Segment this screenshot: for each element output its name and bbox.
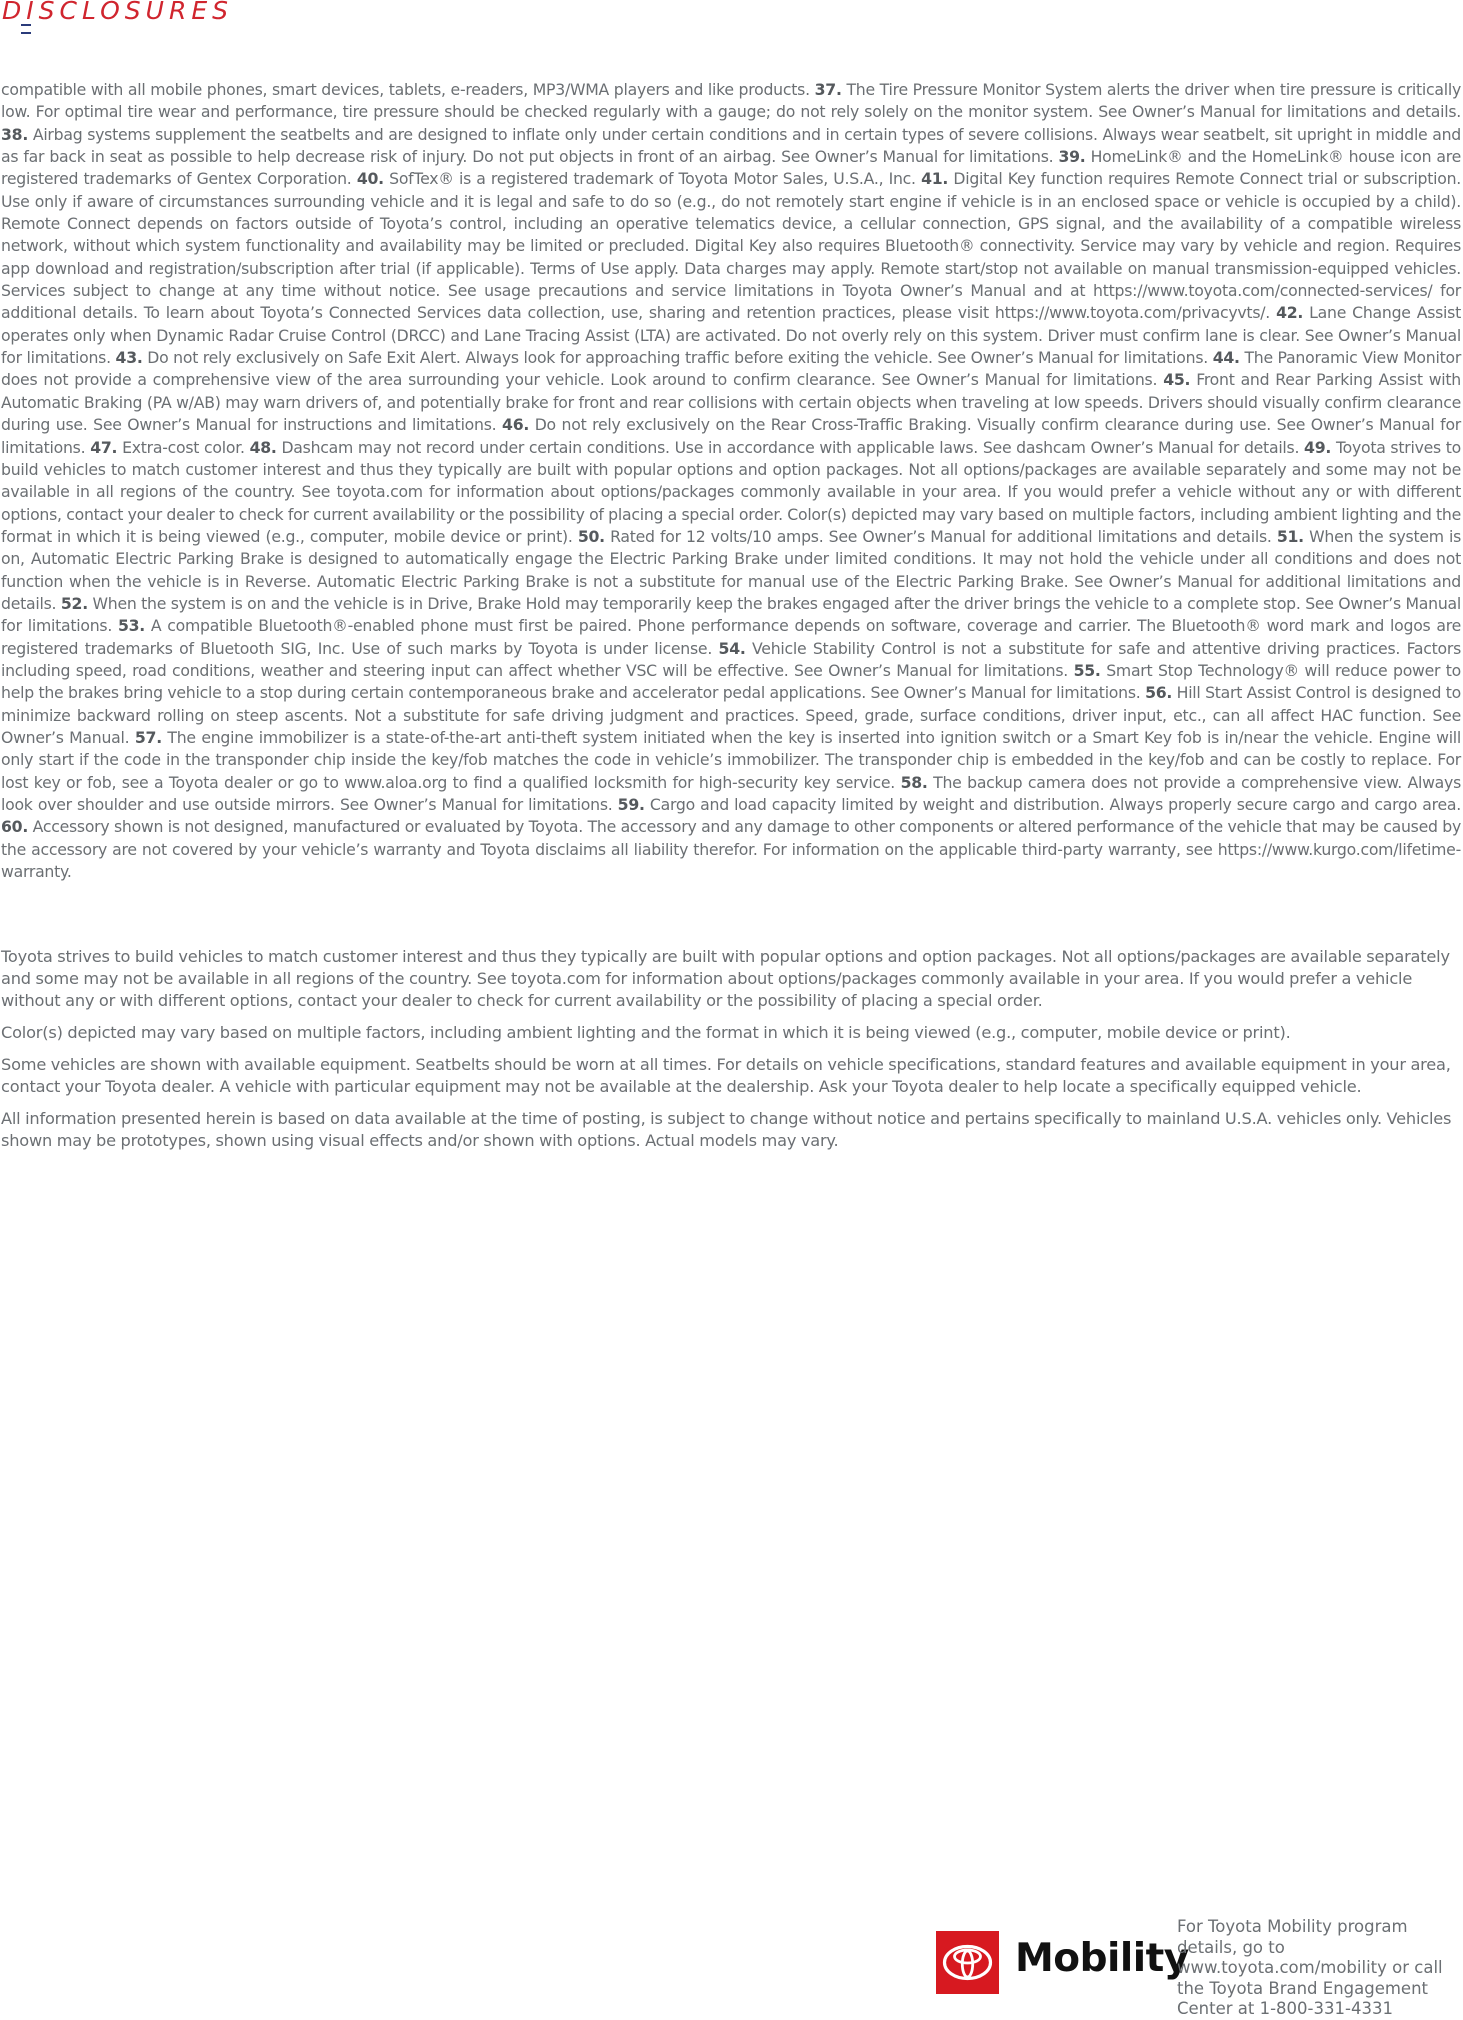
footnote-number: 47. (90, 437, 118, 457)
footnote-number: 48. (249, 437, 277, 457)
footnote-text: Rated for 12 volts/10 amps. See Owner’s Manual for additional limitations and details. (610, 526, 1272, 546)
footnote-text: Extra-cost color. (122, 437, 245, 457)
footnote-number: 51. (1276, 526, 1304, 546)
footnote-number: 56. (1145, 683, 1173, 703)
general-note: Some vehicles are shown with available equipment. Seatbelts should be worn at all times. For details on vehicle specifications, standard features and available equipment in your area, contact your Toyota dealer. A vehicle with particular equipment may not be available at the dealership. Ask your Toyota dealer to help locate a specifically equipped vehicle. (1, 1055, 1451, 1096)
footnote-number: 54. (718, 638, 746, 658)
page-title: DISCLOSURES (2, 0, 233, 25)
footnote-text: SofTex® is a registered trademark of Toyota Motor Sales, U.S.A., Inc. (389, 169, 916, 189)
footnote-text: compatible with all mobile phones, smart devices, tablets, e-readers, MP3/WMA players and like products. (1, 80, 810, 99)
footnote-number: 57. (134, 727, 162, 747)
footnote-text: Smart Stop Technology® will reduce power to help the brakes bring vehicle to a stop during certain contemporaneous brake and accelerator pedal applications. See Owner’s Manual for limitations. (1, 660, 1462, 703)
footnote-number: 40. (356, 169, 384, 189)
footnote-number: 39. (1058, 147, 1086, 167)
footnote-number: 42. (1276, 303, 1304, 323)
footnote-text: Airbag systems supplement the seatbelts and are designed to inflate only under certain conditions and in certain types of severe collisions. Always wear seatbelt, sit upright in middle and as far back in seat as possible to help decrease risk of injury. Do not put objects in front of an airbag. See Owner’s Manual for limitations. (1, 124, 1462, 167)
footnote-text: Toyota strives to build vehicles to match customer interest and thus they typically are built with popular options and option packages. Not all options/packages are available separately and some may not be available in all regions of the country. See toyota.com for information about options/packages commonly available in your area. If you would prefer a vehicle without any or with different options, contact your dealer to check for current availability or the possibility of placing a special order. Color(s) depicted may vary based on multiple factors, including ambient lighting and the format in which it is being viewed (e.g., computer, mobile device or print). (1, 437, 1462, 546)
general-note: Color(s) depicted may vary based on multiple factors, including ambient lighting and the format in which it is being viewed (e.g., computer, mobile device or print). (1, 1022, 1291, 1042)
footnote-number: 38. (1, 124, 29, 144)
footnote-number: 45. (1163, 370, 1191, 390)
footnote-text: Accessory shown is not designed, manufactured or evaluated by Toyota. The accessory and any damage to other components or altered performance of the vehicle that may be caused by the accessory are not covered by your vehicle’s warranty and Toyota disclaims all liability therefor. For information on the applicable third-party warranty, see https://www.kurgo.com/lifetime-warranty. (1, 817, 1461, 882)
footnote-text: When the system is on and the vehicle is in Drive, Brake Hold may temporarily keep the brakes engaged after the driver brings the vehicle to a complete stop. See Owner’s Manual for limitations. (1, 593, 1462, 636)
footnote-number: 53. (117, 616, 146, 636)
disclosure-text (1, 79, 1461, 883)
footnote-number: 58. (900, 772, 928, 792)
footnote-number: 52. (60, 593, 88, 613)
footnote-text: Do not rely exclusively on the Rear Cross-Traffic Braking. Visually confirm clearance during use. See Owner’s Manual for limitations. (1, 415, 1461, 457)
footnote-text: The Tire Pressure Monitor System alerts the driver when tire pressure is critically low. For optimal tire wear and performance, tire pressure should be checked regularly with a gauge; do not rely solely on the monitor system. See Owner’s Manual for limitations and details. (1, 80, 1462, 122)
footnote-text: The Panoramic View Monitor does not provide a comprehensive view of the area surrounding your vehicle. Look around to confirm clearance. See Owner’s Manual for limitations. (1, 348, 1462, 390)
footnote-number: 60. (1, 817, 29, 837)
footnote-text: HomeLink® and the HomeLink® house icon are registered trademarks of Gentex Corporation. (1, 147, 1461, 189)
footnote-text: Lane Change Assist operates only when Dynamic Radar Cruise Control (DRCC) and Lane Tracing Assist (LTA) are activated. Do not overly rely on this system. Driver must confirm lane is clear. See Owner’s Manual for limitations. (1, 303, 1461, 368)
footnote-text: Cargo and load capacity limited by weight and distribution. Always properly secure cargo and cargo area. (649, 795, 1462, 814)
footnote-number: 49. (1304, 437, 1332, 457)
footnote-number: 46. (502, 415, 530, 435)
footnote-text: The engine immobilizer is a state-of-the-art anti-theft system initiated when the key is inserted into ignition switch or a Smart Key fob is in/near the vehicle. Engine will only start if the code in the transponder chip inside the key/fob matches the code in vehicle’s immobilizer. The transponder chip is embedded in the key/fob and can be costly to replace. For lost key or fob, see a Toyota dealer or go to www.aloa.org to find a qualified locksmith for high-security key service. (1, 727, 1462, 792)
footnote-number: 41. (921, 169, 949, 189)
footnote-text: Dashcam may not record under certain conditions. Use in accordance with applicable laws. See dashcam Owner’s Manual for details. (281, 437, 1300, 457)
toyota-logo-icon (936, 1931, 999, 1994)
mobility-brand: Mobility (1015, 1936, 1189, 1981)
footnote-number: 43. (115, 348, 143, 368)
footnote-text: When the system is on, Automatic Electric Parking Brake is designed to automatically engage the Electric Parking Brake under limited conditions. It may not hold the vehicle under all conditions and does not function when the vehicle is in Reverse. Automatic Electric Parking Brake is not a substitute for manual use of the Electric Parking Brake. See Owner’s Manual for additional limitations and details. (1, 526, 1462, 613)
footnote-number: 37. (814, 80, 842, 99)
footnote-text: Front and Rear Parking Assist with Automatic Braking (PA w/AB) may warn drivers of, and potentially brake for front and rear collisions with certain objects when traveling at low speeds. Drivers should visually confirm clearance during use. See Owner’s Manual for instructions and limitations. (1, 370, 1461, 435)
menu-icon (21, 24, 31, 34)
general-note: All information presented herein is based on data available at the time of posting, is subject to change without notice and pertains specifically to mainland U.S.A. vehicles only. Vehicles shown may be prototypes, shown using visual effects and/or shown with options. Actual models may vary. (1, 1109, 1452, 1151)
footnote-text: Vehicle Stability Control is not a substitute for safe and attentive driving practices. Factors including speed, road conditions, weather and steering input can affect whether VSC will be effective. See Owner’s Manual for limitations. (1, 638, 1462, 680)
footnote-text: The backup camera does not provide a comprehensive view. Always look over shoulder and use outside mirrors. See Owner’s Manual for limitations. (1, 772, 1461, 814)
footnote-text: Do not rely exclusively on Safe Exit Alert. Always look for approaching traffic before exiting the vehicle. See Owner’s Manual for limitations. (147, 348, 1208, 368)
footnote-text: Digital Key function requires Remote Connect trial or subscription. Use only if aware of circumstances surrounding vehicle and it is legal and safe to do so (e.g., do not remotely start engine if vehicle is in an enclosed space or vehicle is occupied by a child). Remote Connect depends on factors outside of Toyota’s control, including an operative telematics device, a cellular connection, GPS signal, and the availability of a compatible wireless network, without which system functionality and availability may be limited or precluded. Digital Key also requires Bluetooth® connectivity. Service may vary by vehicle and region. Requires app download and registration/subscription after trial (if applicable). Terms of Use apply. Data charges may apply. Remote start/stop not available on manual transmission-equipped vehicles. Services subject to change at any time without notice. See usage precautions and service limitations in Toyota Owner’s Manual and at https://www.toyota.com/connected-services/ for additional details. To learn about Toyota’s Connected Services data collection, use, sharing and retention practices, please visit https://www.toyota.com/privacyvts/. (1, 169, 1462, 323)
general-note: Toyota strives to build vehicles to match customer interest and thus they typically are built with popular options and option packages. Not all options/packages are available separately and some may not be available in all regions of the country. See toyota.com for information about options/packages commonly available in your area. If you would prefer a vehicle without any or with different options, contact your dealer to check for current availability or the possibility of placing a special order. (1, 947, 1450, 1010)
footnote-number: 55. (1073, 660, 1101, 680)
general-notes (1, 946, 1456, 1162)
footnote-number: 59. (617, 795, 645, 814)
footnote-text: Hill Start Assist Control is designed to minimize backward rolling on steep ascents. Not a substitute for safe driving judgment and practices. Speed, grade, surface conditions, driver input, etc., can all affect HAC function. See Owner’s Manual. (1, 683, 1462, 747)
footnote-text: A compatible Bluetooth®-enabled phone must first be paired. Phone performance depends on software, coverage and carrier. The Bluetooth® word mark and logos are registered trademarks of Bluetooth SIG, Inc. Use of such marks by Toyota is under license. (1, 616, 1461, 658)
mobility-contact-note: For Toyota Mobility program details, go to www.toyota.com/mobility or call the Toyota Brand Engagement Center at 1-800-331-4331 (1177, 1917, 1443, 2018)
footnote-number: 50. (577, 526, 605, 546)
footnote-number: 44. (1212, 348, 1240, 368)
